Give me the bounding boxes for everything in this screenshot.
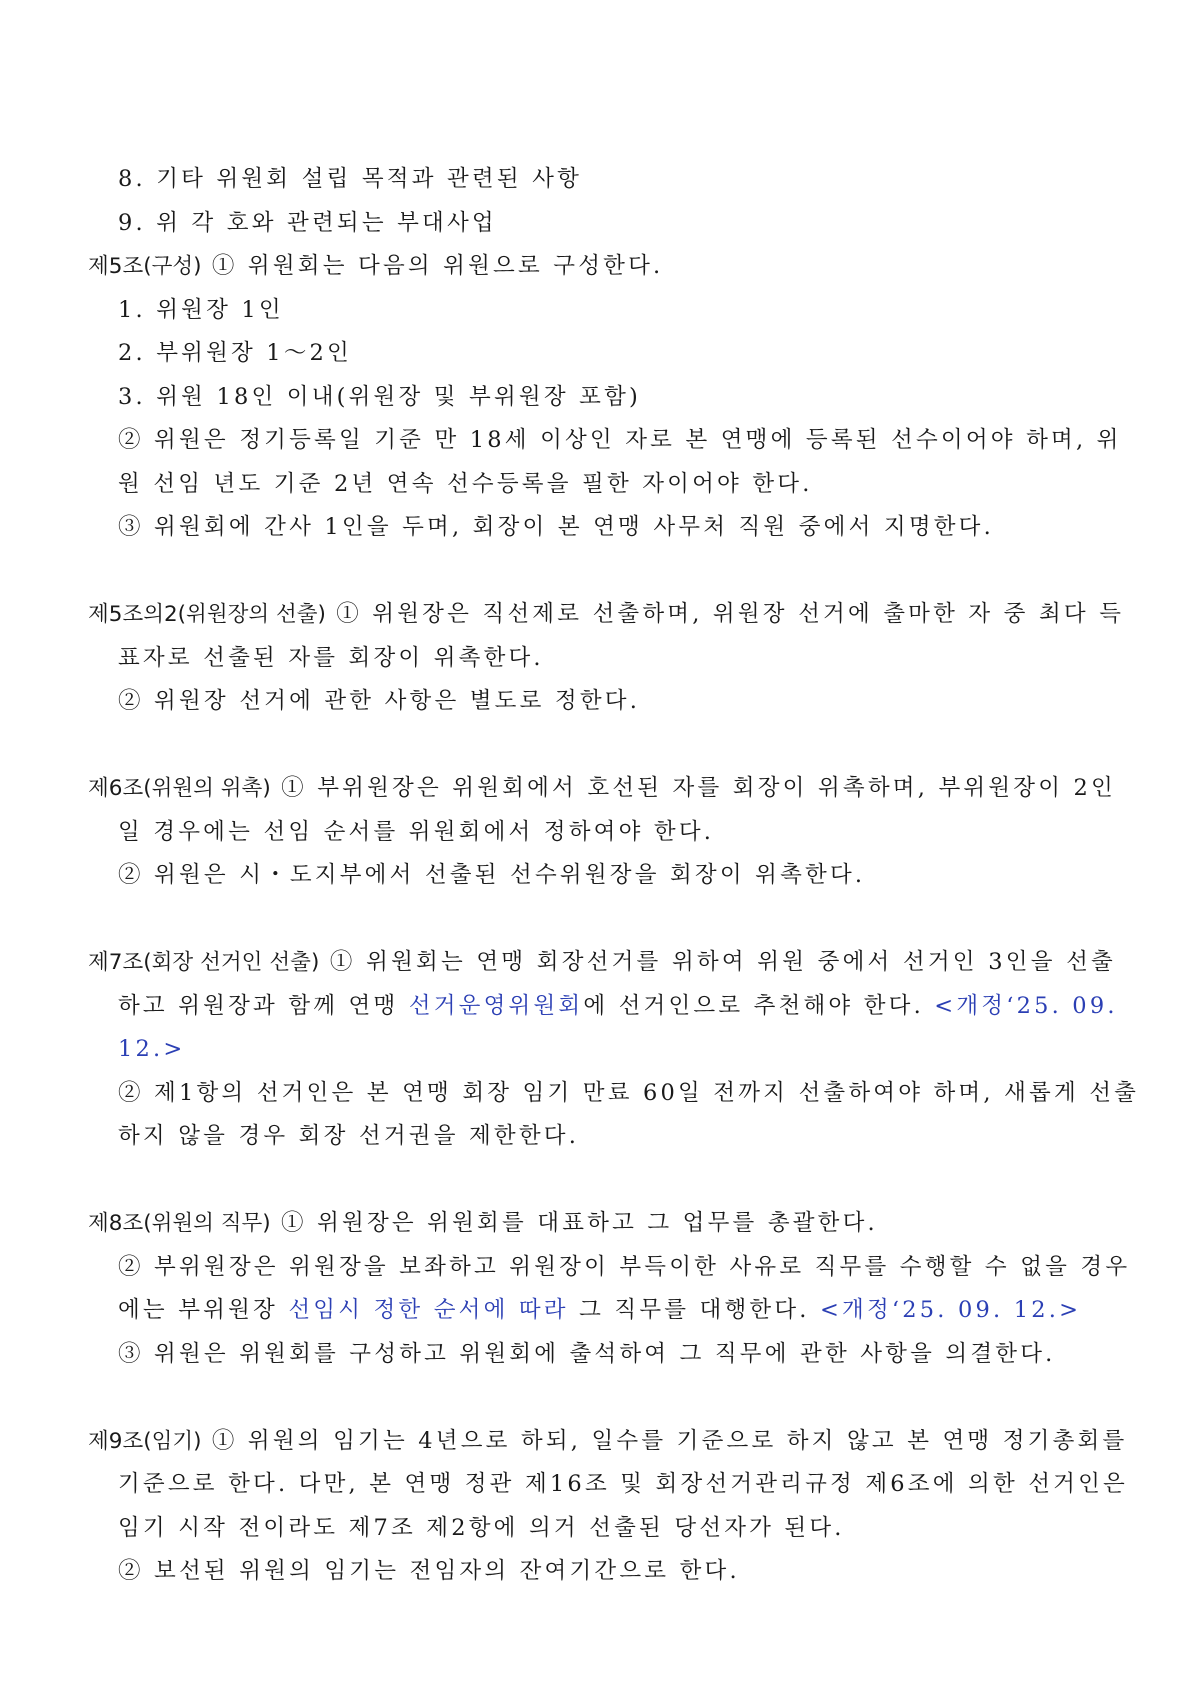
text-line [88,811,1116,855]
text-line [88,158,1116,202]
article-heading: 제5조의2(위원장의 선출) [88,602,326,627]
text-line [88,506,1116,550]
body-text: ① 위원장은 위원회를 대표하고 그 업무를 총괄한다. [270,1210,878,1236]
paragraph [88,941,1116,1072]
paragraph-gap [88,1376,1116,1420]
amendment-text: <개정‘25. 09. [934,992,1118,1019]
paragraph [88,767,1116,854]
text-line [88,1550,1116,1594]
text-line [88,1072,1140,1116]
body-text: ② 위원은 시・도지부에서 선출된 선수위원장을 회장이 위촉한다. [118,862,866,888]
article-heading: 제9조(임기) [88,1428,202,1454]
text-line [88,332,1116,376]
paragraph [88,1246,1131,1333]
text-line [88,376,1116,420]
text-line [88,767,1116,811]
text-line [88,1246,1131,1290]
article-heading: 제6조(위원의 위촉) [88,776,271,801]
body-text: ② 위원은 정기등록일 기준 만 18세 이상인 자로 본 연맹에 등록된 선수이어야 하며, 위 [118,427,1122,453]
body-text: 8. 기타 위원회 설립 목적과 관련된 사항 [118,166,583,192]
text-line [88,245,1116,289]
body-text: 에는 부위원장 [118,1297,289,1323]
paragraph [88,1072,1140,1159]
paragraph [88,680,1116,724]
body-text: 9. 위 각 호와 관련되는 부대사업 [118,209,497,236]
paragraph [88,506,1116,550]
text-line [88,1463,1128,1507]
paragraph [88,1202,1116,1246]
body-text: ① 위원의 임기는 4년으로 하되, 일수를 기준으로 하지 않고 본 연맹 정기총회를 [201,1427,1128,1454]
body-text: 표자로 선출된 자를 회장이 위촉한다. [118,644,544,671]
text-line [88,463,1116,507]
paragraph-gap [88,550,1116,594]
paragraph [88,1420,1128,1551]
amendment-text: 선거운영위원회 [408,992,584,1019]
body-text: 임기 시작 전이라도 제7조 제2항에 의거 선출된 당선자가 된다. [118,1514,845,1541]
paragraph [88,332,1116,376]
body-text: 원 선임 년도 기준 2년 연속 선수등록을 필한 자이어야 한다. [118,470,813,497]
text-line [88,1028,1116,1072]
body-text: 기준으로 한다. 다만, 본 연맹 정관 제16조 및 회장선거관리규정 제6조에 의한 선거인은 [118,1471,1128,1497]
text-line [88,985,1116,1029]
text-line [88,1202,1116,1246]
paragraph-gap [88,1159,1116,1203]
amendment-text: 12.> [118,1036,186,1062]
paragraph-gap [88,898,1116,942]
text-line [88,202,1116,246]
body-text: ③ 위원회에 간사 1인을 두며, 회장이 본 연맹 사무처 직원 중에서 지명한다. [118,514,994,540]
article-heading: 제7조(회장 선거인 선출) [88,950,320,975]
paragraph-gap [88,724,1116,768]
body-text: 에 선거인으로 추천해야 한다. [583,992,935,1019]
text-line [88,1333,1116,1377]
text-line [88,593,1125,637]
body-text: 그 직무를 대행한다. [568,1297,820,1323]
text-line [88,1507,1116,1551]
article-heading: 제5조(구성) [88,254,202,279]
body-text: 1. 위원장 1인 [118,296,284,323]
body-text: ② 보선된 위원의 임기는 전임자의 잔여기간으로 한다. [118,1558,740,1584]
body-text: ③ 위원은 위원회를 구성하고 위원회에 출석하여 그 직무에 관한 사항을 의결한다. [118,1340,1056,1367]
paragraph [88,245,1116,289]
text-line [88,680,1116,724]
text-line [88,941,1116,985]
body-text: ① 위원장은 직선제로 선출하며, 위원장 선거에 출마한 자 중 최다 득 [325,601,1125,627]
body-text: 3. 위원 18인 이내(위원장 및 부위원장 포함) [118,383,641,410]
text-line [88,637,1116,681]
text-line [88,854,1116,898]
paragraph [88,202,1116,246]
body-text: ① 위원회는 연맹 회장선거를 위하여 위원 중에서 선거인 3인을 선출 [319,949,1116,975]
body-text: ① 위원회는 다음의 위원으로 구성한다. [201,253,664,279]
text-line [88,1289,1116,1333]
paragraph [88,289,1116,333]
article-heading: 제8조(위원의 직무) [88,1211,271,1236]
text-line [88,1115,1116,1159]
body-text: 하지 않을 경우 회장 선거권을 제한한다. [118,1123,580,1149]
body-text: 하고 위원장과 함께 연맹 [118,992,409,1019]
paragraph [88,1333,1116,1377]
body-text: ② 위원장 선거에 관한 사항은 별도로 정한다. [118,688,641,714]
paragraph [88,1550,1116,1594]
paragraph [88,854,1116,898]
text-line [88,419,1122,463]
text-line [88,1420,1128,1464]
body-text: ① 부위원장은 위원회에서 호선된 자를 회장이 위촉하며, 부위원장이 2인 [270,775,1116,801]
body-text: 일 경우에는 선임 순서를 위원회에서 정하여야 한다. [118,818,715,845]
paragraph [88,593,1125,680]
body-text: ② 부위원장은 위원장을 보좌하고 위원장이 부득이한 사유로 직무를 수행할 수 없을 경우 [118,1253,1131,1280]
text-line [88,289,1116,333]
body-text: 2. 부위원장 1～2인 [118,340,352,366]
amendment-text: 선임시 정한 순서에 따라 [288,1297,569,1323]
paragraph [88,419,1122,506]
paragraph [88,158,1116,202]
regulation-page [88,158,1140,1594]
amendment-text: <개정‘25. 09. 12.> [820,1297,1082,1323]
paragraph [88,376,1116,420]
body-text: ② 제1항의 선거인은 본 연맹 회장 임기 만료 60일 전까지 선출하여야 하며, 새롭게 선출 [118,1079,1140,1106]
